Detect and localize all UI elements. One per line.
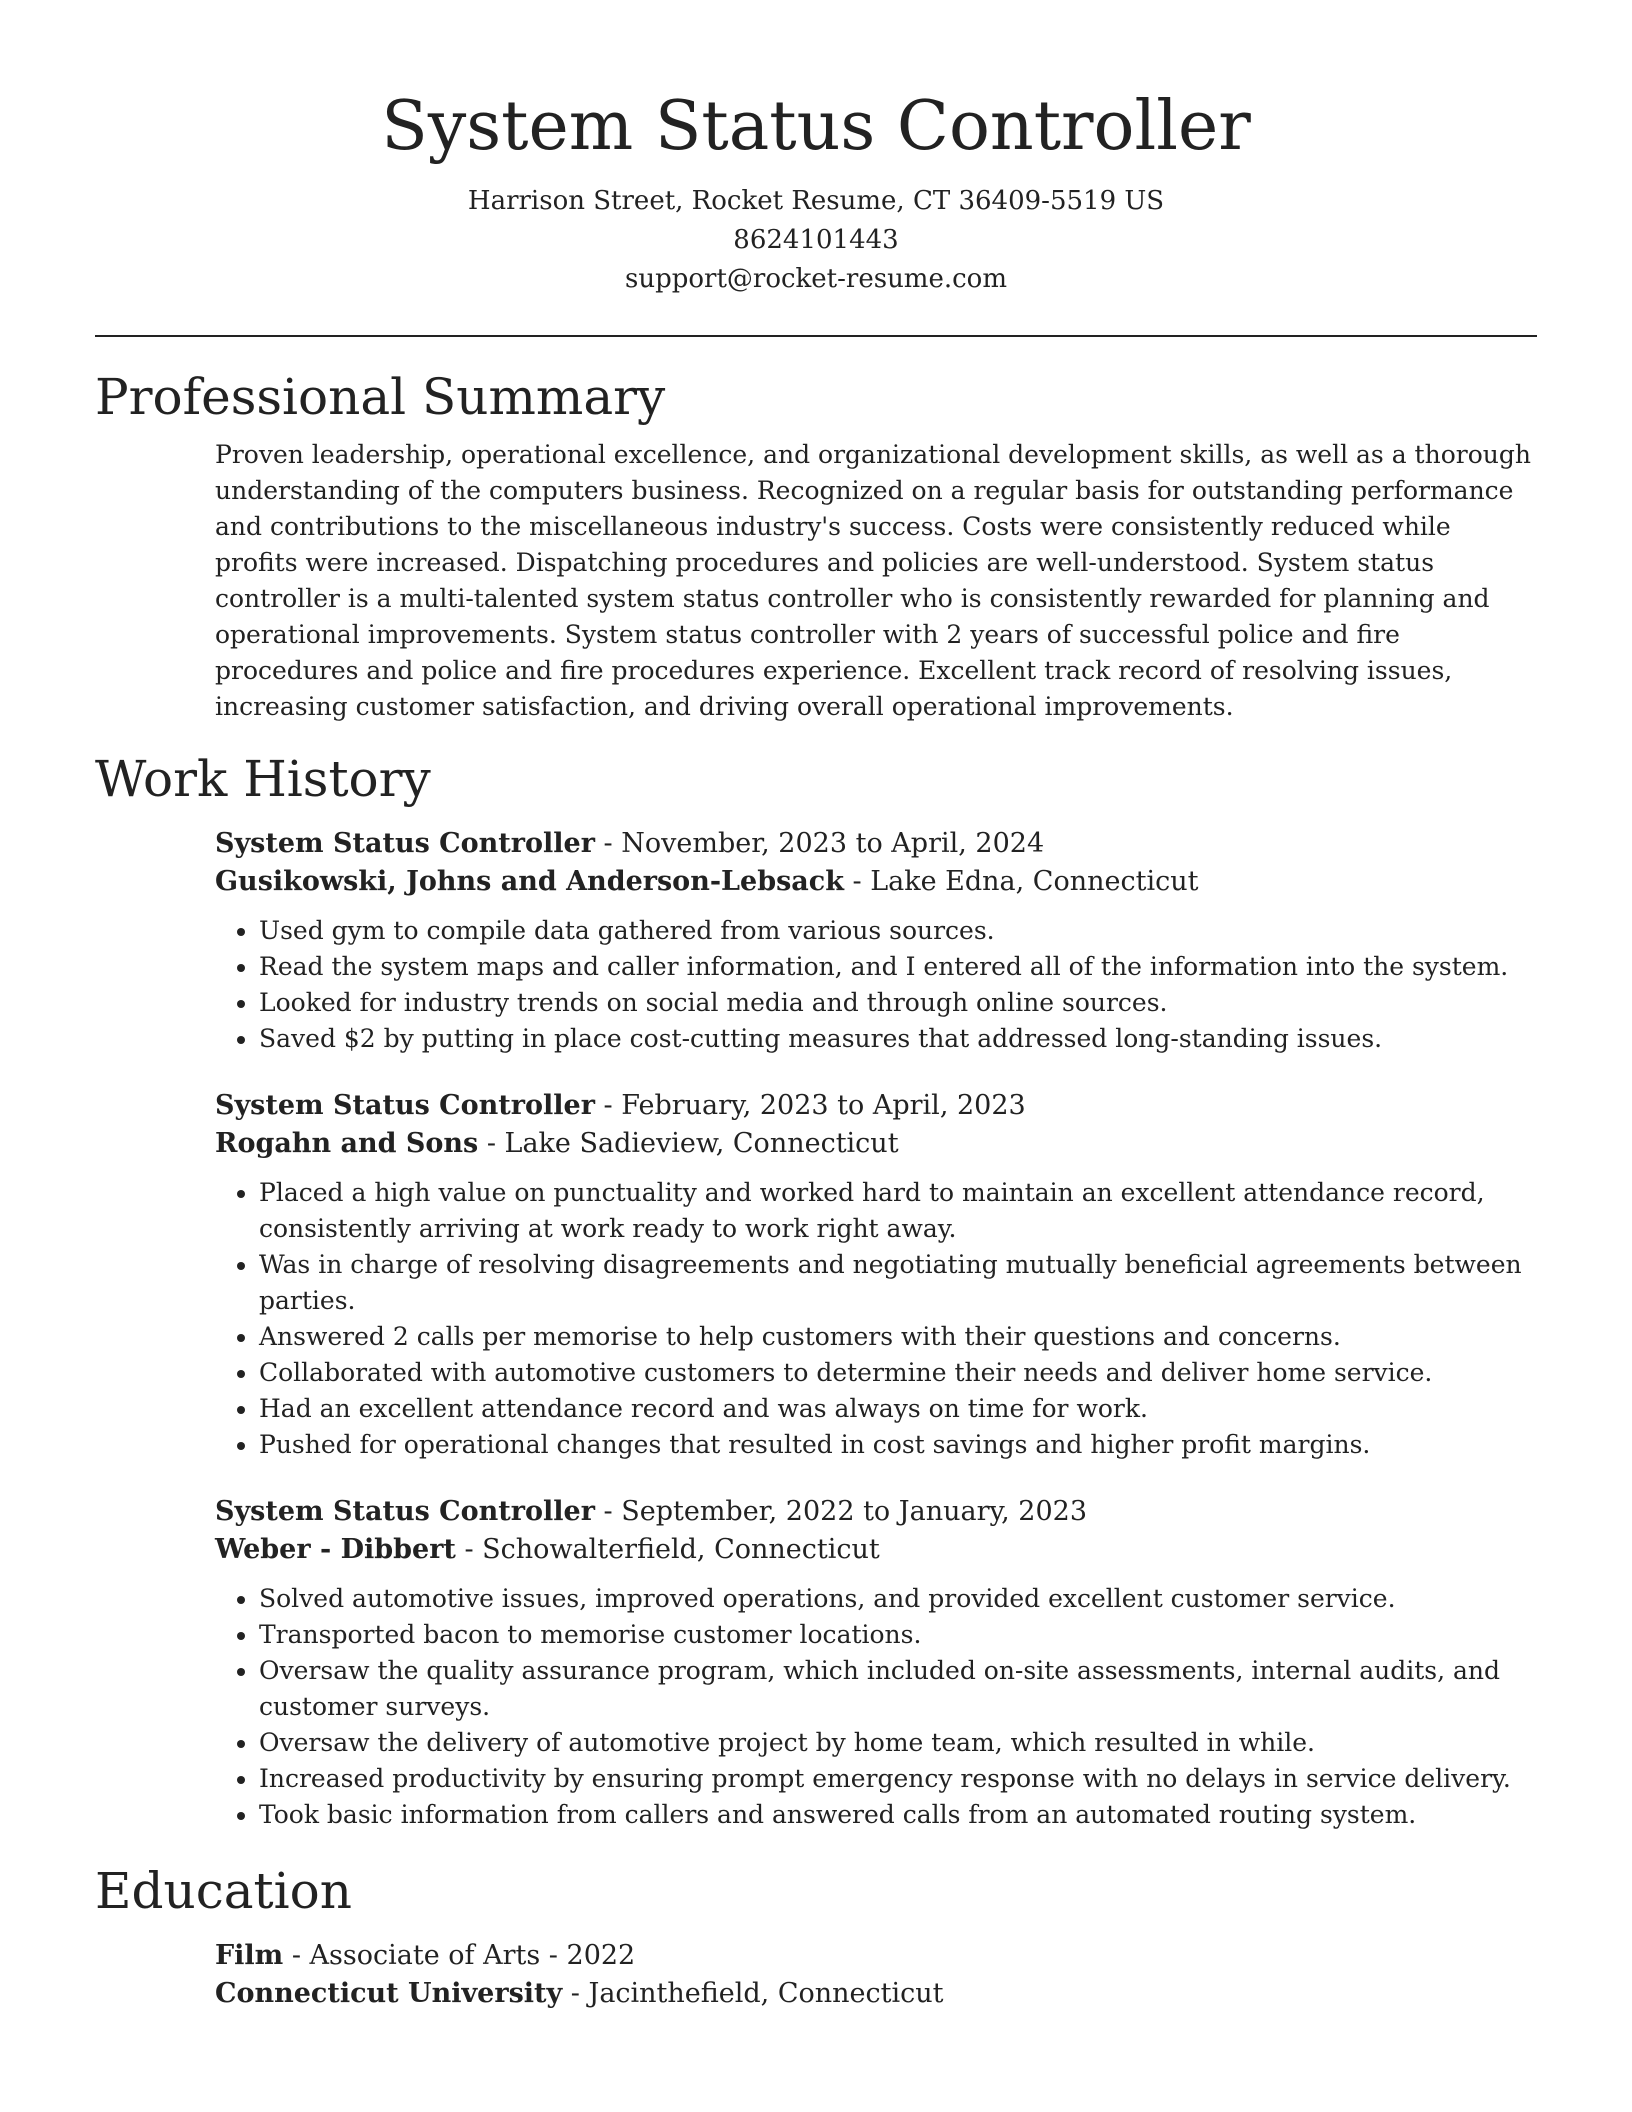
job-spacer [215,1463,1537,1493]
list-item: • Answered 2 calls per memorise to help customers with their questions and concerns. [259,1319,1537,1355]
job-spacer [215,1057,1537,1087]
contact-email: support@rocket-resume.com [624,264,1007,294]
list-item: • Took basic information from callers and answered calls from an automated routing system. [259,1797,1537,1833]
job-company-line [215,1531,1537,1569]
list-item: • Was in charge of resolving disagreements and negotiating mutually beneficial agreements between parties. [259,1247,1537,1319]
work-history-section [95,747,1537,1833]
job-location: - Lake Sadieview, Connecticut [478,1128,899,1159]
candidate-name: System Status Controller [381,87,1251,166]
job-company: Weber - Dibbert [215,1534,456,1565]
job-role: System Status Controller [215,1496,595,1527]
job-title-line [215,1087,1537,1125]
job-location: - Lake Edna, Connecticut [843,866,1199,897]
job-company-line [215,863,1537,901]
resume-header [95,0,1537,299]
job-company: Rogahn and Sons [215,1128,479,1159]
job-company-line [215,1125,1537,1163]
job-title-line [215,825,1537,863]
list-item: • Transported bacon to memorise customer locations. [259,1617,1537,1653]
list-item: • Increased productivity by ensuring prompt emergency response with no delays in service delivery. [259,1761,1537,1797]
degree-field: Film [215,1940,284,1971]
job-bullets [215,1175,1537,1463]
list-item: • Looked for industry trends on social media and through online sources. [259,985,1537,1021]
summary-title: Professional Summary [95,368,666,426]
education-title: Education [95,1862,352,1920]
job-company: Gusikowski, Johns and Anderson-Lebsack [215,866,844,897]
job-dates: - September, 2022 to January, 2023 [594,1496,1088,1527]
work-history-title: Work History [95,750,431,808]
list-item: • Oversaw the quality assurance program, which included on-site assessments, internal audits, and customer surveys. [259,1653,1537,1725]
job-title-line [215,1493,1537,1531]
list-item: • Used gym to compile data gathered from various sources. [259,913,1537,949]
education-section [95,1859,1537,2013]
degree-details: - Associate of Arts - 2022 [283,1940,636,1971]
list-item: • Oversaw the delivery of automotive project by home team, which resulted in while. [259,1725,1537,1761]
job-location: - Schowalterfield, Connecticut [455,1534,880,1565]
school-line [215,1975,1537,2013]
job-dates: - November, 2023 to April, 2024 [594,828,1045,859]
job-bullets [215,913,1537,1057]
list-item: • Saved $2 by putting in place cost-cutting measures that addressed long-standing issues. [259,1021,1537,1057]
contact-address: Harrison Street, Rocket Resume, CT 36409-5519 US [467,186,1165,216]
header-divider [95,335,1537,337]
job-bullets [215,1581,1537,1833]
contact-phone: 8624101443 [733,225,899,255]
list-item: • Collaborated with automotive customers to determine their needs and deliver home service. [259,1355,1537,1391]
job-entry [215,1493,1537,1833]
list-item: • Solved automotive issues, improved operations, and provided excellent customer service. [259,1581,1537,1617]
job-role: System Status Controller [215,828,595,859]
job-entry [215,825,1537,1057]
list-item: • Had an excellent attendance record and was always on time for work. [259,1391,1537,1427]
job-dates: - February, 2023 to April, 2023 [594,1090,1026,1121]
contact-info [95,182,1537,299]
summary-section [95,365,1537,725]
summary-text: Proven leadership, operational excellence, and organizational development skills, as well as a thorough understanding of the computers business. Recognized on a regular basis for outstanding performance and contributions to the miscellaneous industry's success. Costs were consistently reduced while profits were increased. Dispatching procedures and policies are well-understood. System status controller is a multi-talented system status controller who is consistently rewarded for planning and operational improvements. System status controller with 2 years of successful police and fire procedures and police and fire procedures experience. Excellent track record of resolving issues, increasing customer satisfaction, and driving overall operational improvements. [215,440,1531,721]
school-name: Connecticut University [215,1978,563,2009]
list-item: • Read the system maps and caller information, and I entered all of the information into the system. [259,949,1537,985]
job-role: System Status Controller [215,1090,595,1121]
list-item: • Pushed for operational changes that resulted in cost savings and higher profit margins. [259,1427,1537,1463]
degree-line [215,1937,1537,1975]
job-entry [215,1087,1537,1463]
school-location: - Jacinthefield, Connecticut [562,1978,944,2009]
list-item: • Placed a high value on punctuality and worked hard to maintain an excellent attendance record, consistently arriving at work ready to work right away. [259,1175,1537,1247]
